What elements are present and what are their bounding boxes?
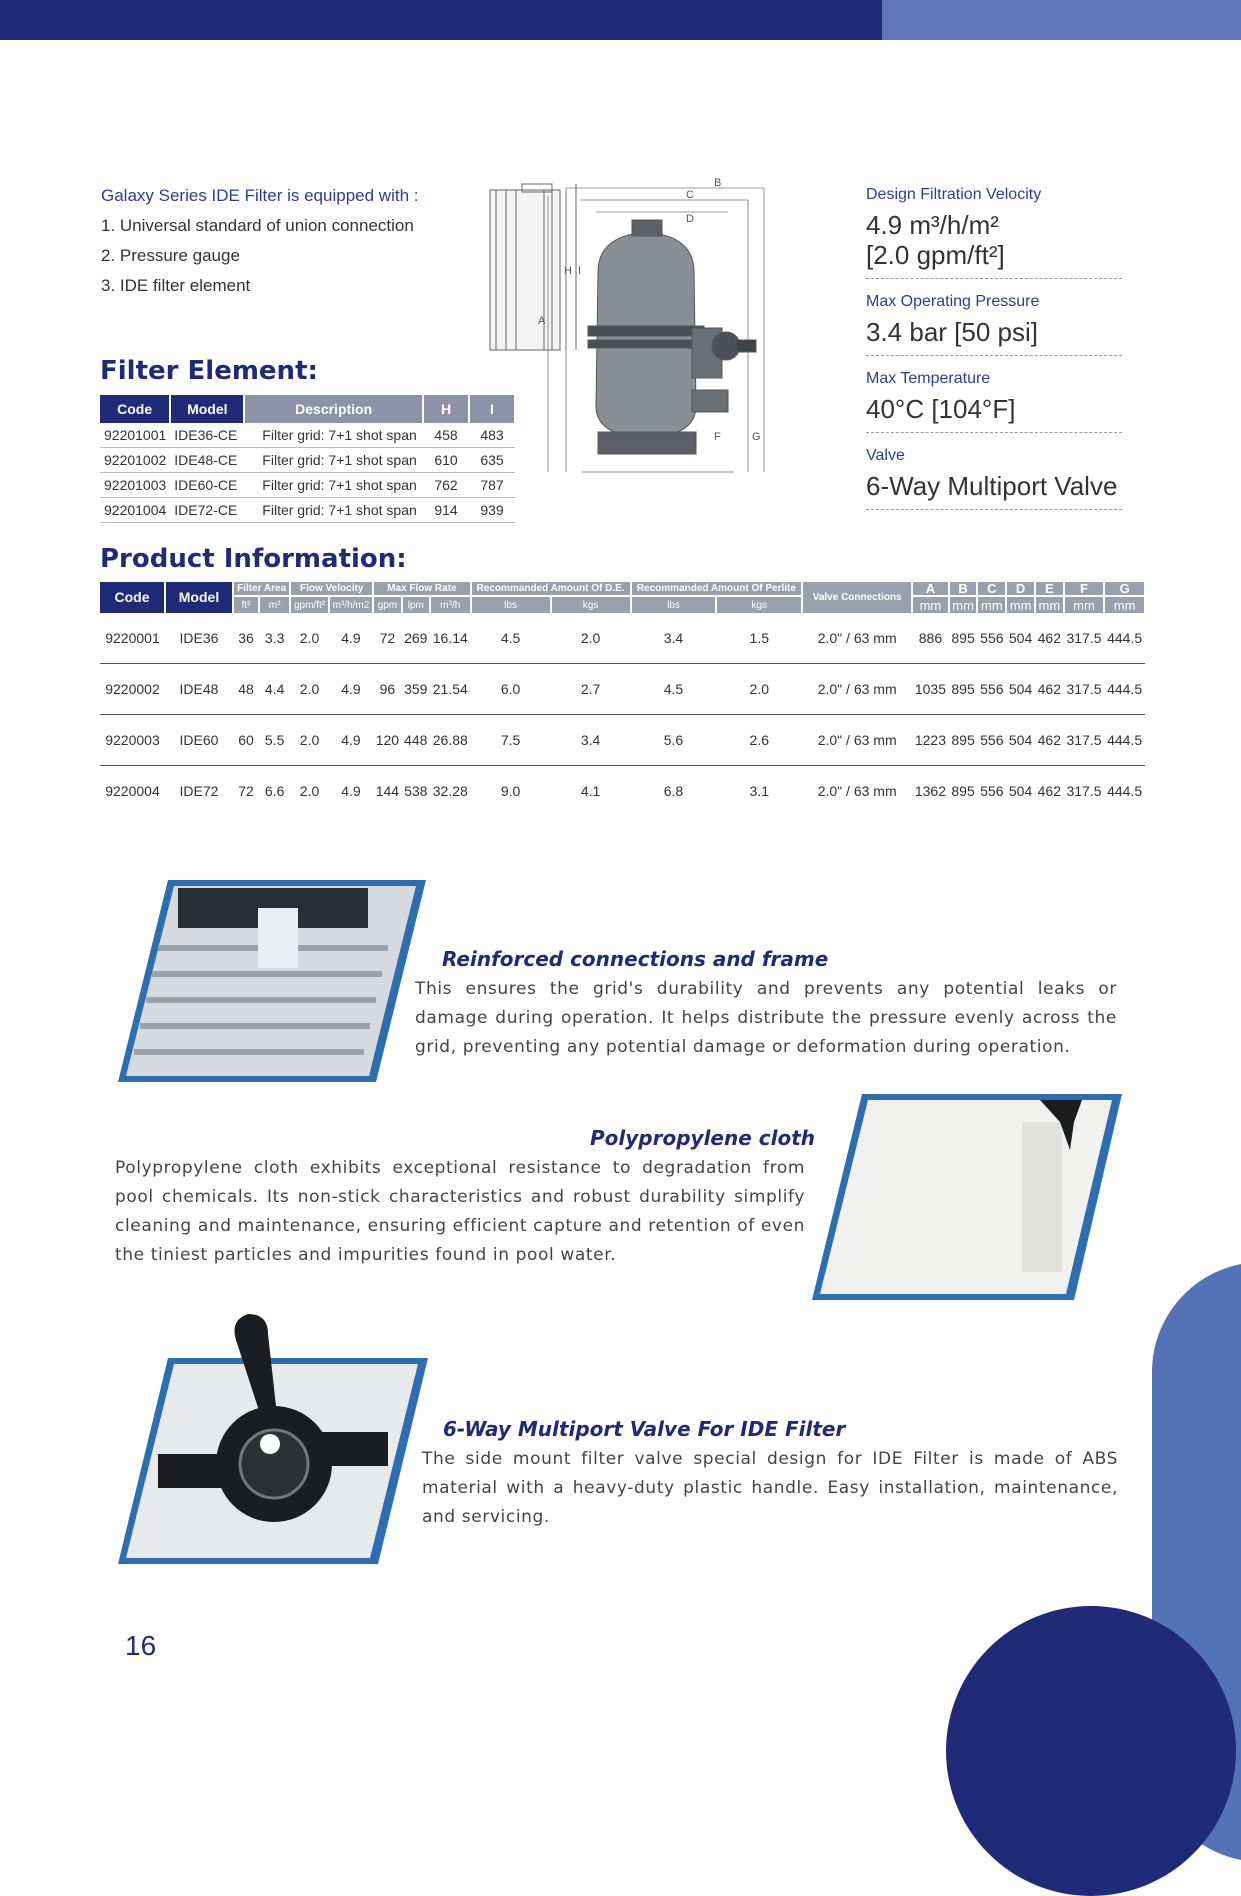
table-header: F — [1064, 582, 1105, 596]
table-cell: 9220002 — [100, 664, 165, 715]
spec-value: 40°C [104°F] — [866, 394, 1016, 424]
table-cell: 9220001 — [100, 613, 165, 664]
table-cell: 886 — [912, 613, 949, 664]
table-cell: 9.0 — [500, 783, 521, 799]
table-cell: 9220004 — [105, 783, 160, 799]
product-information-title: Product Information: — [100, 544, 407, 574]
polypropylene-cloth-photo — [812, 1092, 1124, 1302]
unit-header: gpm — [373, 596, 401, 613]
unit-header: ft² — [233, 596, 259, 613]
table-header: E — [1035, 582, 1064, 596]
unit-header: m² — [259, 596, 290, 613]
table-cell: 317.5 — [1064, 613, 1105, 664]
table-cell: 635 — [469, 448, 515, 473]
table-cell: 483 — [469, 423, 515, 448]
table-row — [100, 664, 1145, 715]
table-cell: 462 — [1037, 783, 1061, 799]
diagram-label-b: B — [714, 177, 722, 189]
table-cell: 6.6 — [264, 783, 285, 799]
table-cell: 5.6 — [631, 715, 717, 766]
table-cell: 2.0" / 63 mm — [802, 715, 912, 766]
table-cell: 48 — [233, 664, 259, 715]
unit-header: mm — [1064, 596, 1105, 613]
filter-element-table — [100, 395, 516, 523]
unit-header: m³/h — [430, 596, 471, 613]
intro-item: 3. IDE filter element — [101, 276, 251, 295]
spec-label: Max Operating Pressure — [866, 293, 1040, 310]
intro-heading: Galaxy Series IDE Filter is equipped with : — [101, 186, 419, 205]
table-cell: 4.9 — [329, 664, 373, 715]
table-cell: 462 — [1035, 715, 1064, 766]
table-cell: 895 — [949, 715, 978, 766]
table-cell: IDE36 — [165, 613, 233, 664]
equipment-intro — [101, 186, 481, 306]
table-cell: 4.5 — [631, 664, 717, 715]
decorative-circle — [946, 1606, 1236, 1896]
table-header: Description — [244, 395, 423, 423]
spec-label: Design Filtration Velocity — [866, 186, 1042, 203]
diagram-label-i: I — [578, 265, 582, 277]
filter-dimension-diagram — [486, 176, 840, 478]
table-cell: 462 — [1035, 664, 1064, 715]
filter-tank-drawing — [588, 220, 756, 454]
table-cell: IDE48 — [165, 664, 233, 715]
table-cell: 895 — [949, 613, 978, 664]
table-cell: 4.9 — [341, 783, 361, 799]
spec-value: 3.4 bar [50 psi] — [866, 317, 1038, 347]
table-cell: 2.7 — [551, 664, 631, 715]
table-header: H — [423, 395, 469, 423]
feature-title: Polypropylene cloth — [590, 1126, 815, 1150]
table-cell: 4.1 — [580, 783, 601, 799]
table-header: Model — [165, 582, 233, 613]
table-header: Model — [170, 395, 244, 423]
table-cell: 2.6 — [716, 715, 802, 766]
table-cell: 3.4 — [631, 613, 717, 664]
table-cell: 2.0 — [290, 715, 329, 766]
diagram-label-c: C — [686, 189, 694, 201]
unit-header: mm — [912, 596, 949, 613]
table-cell: 72 — [238, 783, 254, 799]
feature-title: 6-Way Multiport Valve For IDE Filter — [443, 1417, 846, 1441]
unit-header: mm — [949, 596, 978, 613]
unit-header: m³/h/m2 — [329, 596, 373, 613]
table-cell: 6.0 — [471, 664, 551, 715]
unit-header: mm — [1035, 596, 1064, 613]
table-header: D — [1006, 582, 1035, 596]
unit-header: mm — [1104, 596, 1145, 613]
table-cell: 144 — [375, 783, 400, 799]
table-cell: 1223 — [912, 715, 949, 766]
table-cell: 2.0 — [299, 783, 320, 799]
unit-header: mm — [1006, 596, 1035, 613]
table-cell: Filter grid: 7+1 shot span — [244, 473, 423, 498]
spec-max-temperature — [866, 368, 1122, 433]
page-number: 16 — [125, 1630, 157, 1661]
intro-item: 2. Pressure gauge — [101, 246, 240, 265]
spec-label: Max Temperature — [866, 370, 991, 387]
table-cell: 359 — [402, 664, 430, 715]
table-cell: Filter grid: 7+1 shot span — [244, 448, 423, 473]
unit-header: kgs — [716, 596, 802, 613]
table-cell: 269 — [402, 613, 430, 664]
table-row — [100, 766, 1145, 817]
table-cell: 444.5 — [1107, 783, 1143, 799]
feature-body: This ensures the grid's durability and prevents any potential leaks or damage during operation. It helps distribute the pressure evenly across the grid, preventing any potential damage or deformation during operation. — [415, 979, 1117, 1057]
table-cell: 92201002 — [100, 448, 170, 473]
spec-valve — [866, 445, 1122, 510]
table-row — [100, 423, 515, 448]
table-cell: 21.54 — [430, 664, 471, 715]
table-cell: 317.5 — [1064, 664, 1105, 715]
feature-title: Reinforced connections and frame — [442, 947, 829, 971]
table-header: A — [912, 582, 949, 596]
feature-body: The side mount filter valve special design for IDE Filter is made of ABS material with a heavy-duty plastic handle. Easy installation, maintenance, and servicing. — [422, 1449, 1118, 1527]
diagram-label-a: A — [538, 315, 546, 327]
unit-header: kgs — [551, 596, 631, 613]
table-header: G — [1104, 582, 1145, 596]
table-cell: 939 — [469, 498, 515, 523]
table-cell: 556 — [980, 783, 1004, 799]
table-cell: 3.3 — [259, 613, 290, 664]
table-cell: 895 — [951, 783, 975, 799]
table-cell: 92201004 — [100, 498, 170, 523]
table-cell: 2.0 — [716, 664, 802, 715]
table-cell: 448 — [402, 715, 430, 766]
table-cell: 462 — [1035, 613, 1064, 664]
diagram-label-g: G — [752, 431, 761, 443]
table-cell: 2.0" / 63 mm — [802, 664, 912, 715]
table-cell: 444.5 — [1104, 613, 1145, 664]
table-cell: IDE72 — [179, 783, 219, 799]
table-cell: 1035 — [912, 664, 949, 715]
table-cell: 120 — [373, 715, 401, 766]
table-cell: 538 — [404, 783, 428, 799]
table-cell: IDE60 — [165, 715, 233, 766]
table-cell: 32.28 — [432, 783, 468, 799]
product-information-table — [100, 582, 1146, 816]
table-cell: 1.5 — [716, 613, 802, 664]
table-cell: Filter grid: 7+1 shot span — [244, 423, 423, 448]
table-header: Recommanded Amount Of D.E. — [471, 582, 631, 596]
table-cell: 3.1 — [749, 783, 769, 799]
top-banner-light — [882, 0, 1241, 40]
table-cell: 914 — [423, 498, 469, 523]
table-cell: 26.88 — [430, 715, 471, 766]
table-cell: 556 — [977, 664, 1006, 715]
diagram-label-f: F — [714, 431, 721, 443]
table-cell: 2.0 — [290, 664, 329, 715]
table-cell: 2.0" / 63 mm — [817, 783, 897, 799]
table-cell: 9220003 — [100, 715, 165, 766]
unit-header: lpm — [402, 596, 430, 613]
table-cell: 72 — [373, 613, 401, 664]
table-cell: 2.0 — [551, 613, 631, 664]
table-header: Max Flow Rate — [373, 582, 470, 596]
table-cell: 6.8 — [663, 783, 684, 799]
table-cell: 458 — [423, 423, 469, 448]
table-cell: 16.14 — [430, 613, 471, 664]
unit-header: lbs — [471, 596, 551, 613]
table-cell: 92201003 — [100, 473, 170, 498]
unit-header: mm — [977, 596, 1006, 613]
top-banner-dark — [0, 0, 882, 40]
table-cell: 60 — [233, 715, 259, 766]
table-cell: 2.0" / 63 mm — [802, 613, 912, 664]
table-cell: 556 — [977, 613, 1006, 664]
intro-item: 1. Universal standard of union connection — [101, 216, 414, 235]
table-cell: 895 — [949, 664, 978, 715]
table-header: C — [977, 582, 1006, 596]
table-row — [100, 498, 515, 523]
table-cell: 4.9 — [329, 715, 373, 766]
multiport-valve-photo — [118, 1314, 430, 1566]
table-cell: 444.5 — [1104, 664, 1145, 715]
table-header: Valve Connections — [802, 582, 912, 613]
spec-filtration-velocity — [866, 184, 1122, 279]
table-row — [100, 448, 515, 473]
table-cell: Filter grid: 7+1 shot span — [244, 498, 423, 523]
table-cell: 504 — [1006, 664, 1035, 715]
table-header: I — [469, 395, 515, 423]
table-cell: IDE72-CE — [170, 498, 244, 523]
table-header: Flow Velocity — [290, 582, 373, 596]
table-cell: 92201001 — [100, 423, 170, 448]
table-cell: 3.4 — [551, 715, 631, 766]
unit-header: gpm/ft² — [290, 596, 329, 613]
table-cell: 2.0 — [290, 613, 329, 664]
table-cell: 762 — [423, 473, 469, 498]
unit-header: lbs — [631, 596, 717, 613]
diagram-label-h: H — [564, 265, 572, 277]
spec-max-pressure — [866, 291, 1122, 356]
table-cell: 5.5 — [259, 715, 290, 766]
table-cell: 4.4 — [259, 664, 290, 715]
table-cell: 96 — [373, 664, 401, 715]
table-header: B — [949, 582, 978, 596]
table-cell: 7.5 — [471, 715, 551, 766]
table-cell: 787 — [469, 473, 515, 498]
spec-value: 6-Way Multiport Valve — [866, 471, 1118, 501]
table-header: Filter Area — [233, 582, 290, 596]
spec-value: [2.0 gpm/ft²] — [866, 240, 1005, 270]
spec-value: 4.9 m³/h/m² — [866, 210, 999, 240]
table-cell: 504 — [1006, 613, 1035, 664]
table-cell: IDE36-CE — [170, 423, 244, 448]
table-cell: 556 — [977, 715, 1006, 766]
spec-label: Valve — [866, 447, 905, 464]
table-row — [100, 473, 515, 498]
table-header: Recommanded Amount Of Perlite — [631, 582, 803, 596]
table-cell: 1362 — [914, 783, 947, 799]
table-row — [100, 715, 1145, 766]
table-cell: IDE48-CE — [170, 448, 244, 473]
spec-panel — [866, 184, 1122, 522]
table-row — [100, 613, 1145, 664]
table-cell: 36 — [233, 613, 259, 664]
filter-element-title: Filter Element: — [100, 356, 318, 386]
table-cell: 610 — [423, 448, 469, 473]
table-cell: 317.5 — [1066, 783, 1102, 799]
table-cell: 4.5 — [471, 613, 551, 664]
table-cell: 317.5 — [1064, 715, 1105, 766]
feature-body: Polypropylene cloth exhibits exceptional resistance to degradation from pool chemicals. Its non-stick characteristics and robust durability simplify cleaning and maintenance, ensuring efficient capture and retention of even the tiniest particles and impurities found in pool water. — [115, 1158, 805, 1265]
table-cell: 504 — [1008, 783, 1033, 799]
table-header: Code — [100, 582, 165, 613]
diagram-label-d: D — [686, 213, 694, 225]
table-cell: 4.9 — [329, 613, 373, 664]
table-header: Code — [100, 395, 170, 423]
table-cell: 444.5 — [1104, 715, 1145, 766]
table-cell: IDE60-CE — [170, 473, 244, 498]
grid-frame-photo — [118, 878, 428, 1084]
table-cell: 504 — [1006, 715, 1035, 766]
